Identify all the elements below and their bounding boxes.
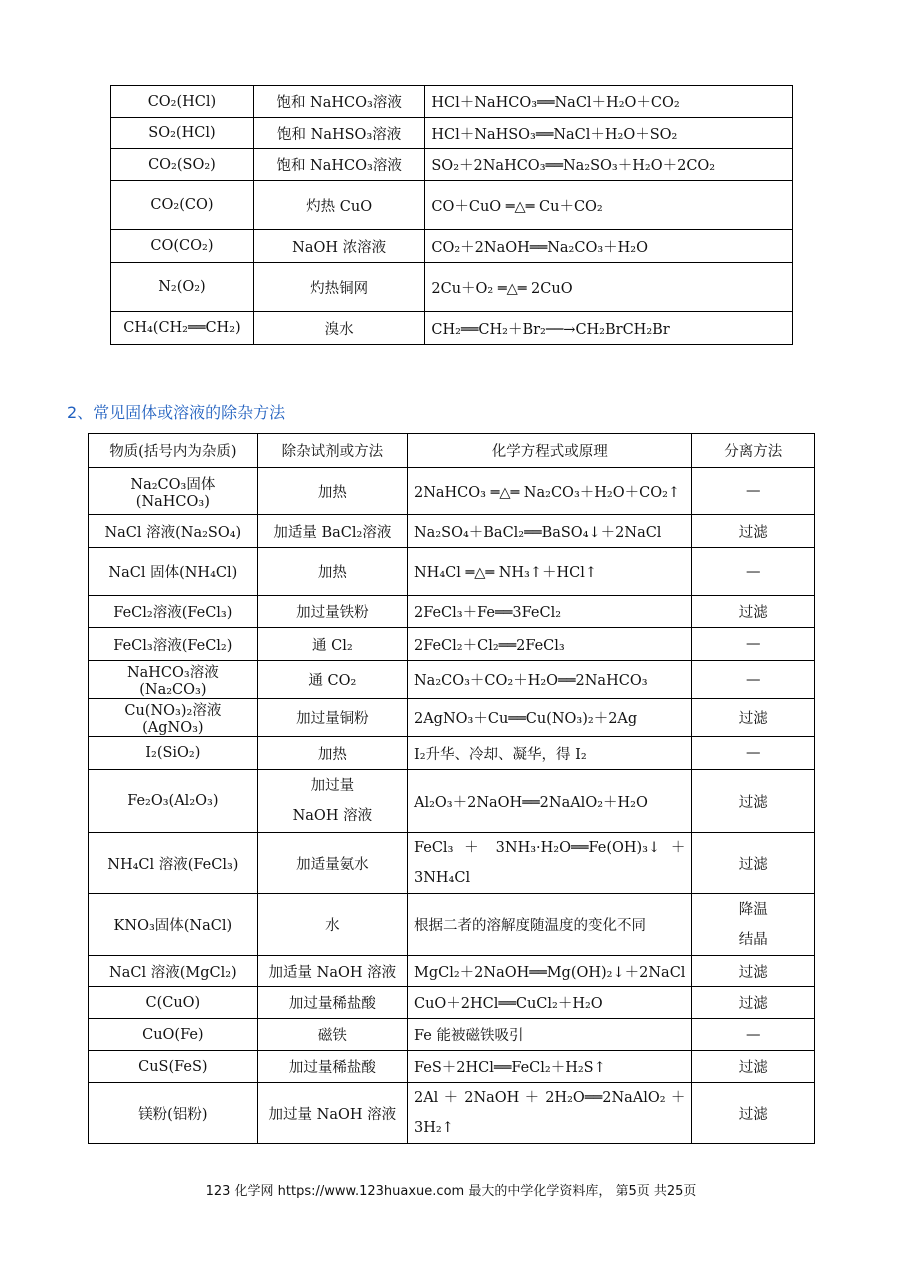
- separation-cell: 过滤: [692, 833, 815, 894]
- reagent-cell: 饱和 NaHCO₃溶液: [253, 149, 424, 181]
- separation-cell: 过滤: [692, 1083, 815, 1144]
- reagent-cell: 加热: [257, 468, 407, 515]
- equation-cell: Na₂SO₄＋BaCl₂══BaSO₄↓＋2NaCl: [407, 515, 691, 548]
- reagent-cell: 加过量稀盐酸: [257, 987, 407, 1019]
- table-row: [89, 628, 815, 661]
- table-row: [89, 515, 815, 548]
- substance-cell: NaHCO₃溶液(Na₂CO₃): [89, 661, 258, 699]
- reagent-cell: 加过量稀盐酸: [257, 1051, 407, 1083]
- table-row: [89, 661, 815, 699]
- table-row: [111, 181, 793, 230]
- equation-cell: MgCl₂＋2NaOH══Mg(OH)₂↓＋2NaCl: [407, 956, 691, 987]
- table-header-row: [89, 434, 815, 468]
- separation-cell: —: [692, 737, 815, 770]
- page-footer: 123 化学网 https://www.123huaxue.com 最大的中学化学资料库， 第5页 共25页: [205, 1184, 697, 1199]
- header-substance: 物质(括号内为杂质): [89, 434, 258, 468]
- table-row: [89, 548, 815, 596]
- separation-cell: 过滤: [692, 987, 815, 1019]
- equation-cell: 2FeCl₂＋Cl₂══2FeCl₃: [407, 628, 691, 661]
- reagent-cell: 加热: [257, 548, 407, 596]
- table-row: [111, 263, 793, 312]
- substance-cell: CO₂(CO): [111, 181, 254, 230]
- reagent-cell: 灼热铜网: [253, 263, 424, 312]
- separation-cell: —: [692, 628, 815, 661]
- table-row: [89, 699, 815, 737]
- equation-cell: 2Cu＋O₂ ═△═ 2CuO: [425, 263, 793, 312]
- equation-cell: FeCl₃ ＋ 3NH₃·H₂O══Fe(OH)₃↓ ＋ 3NH₄Cl: [407, 833, 691, 894]
- substance-cell: FeCl₂溶液(FeCl₃): [89, 596, 258, 628]
- substance-cell: Na₂CO₃固体(NaHCO₃): [89, 468, 258, 515]
- equation-cell: I₂升华、冷却、凝华，得 I₂: [407, 737, 691, 770]
- table-row: [89, 956, 815, 987]
- substance-cell: N₂(O₂): [111, 263, 254, 312]
- substance-cell: C(CuO): [89, 987, 258, 1019]
- table-row: [89, 833, 815, 894]
- reagent-cell: NaOH 浓溶液: [253, 230, 424, 263]
- separation-cell: —: [692, 468, 815, 515]
- header-separation: 分离方法: [692, 434, 815, 468]
- equation-cell: CO＋CuO ═△═ Cu＋CO₂: [425, 181, 793, 230]
- substance-cell: FeCl₃溶液(FeCl₂): [89, 628, 258, 661]
- table-row: [89, 1051, 815, 1083]
- table-row: [89, 468, 815, 515]
- equation-cell: 2AgNO₃＋Cu══Cu(NO₃)₂＋2Ag: [407, 699, 691, 737]
- equation-cell: SO₂＋2NaHCO₃══Na₂SO₃＋H₂O＋2CO₂: [425, 149, 793, 181]
- table-row: [111, 312, 793, 345]
- reagent-cell: 加过量铜粉: [257, 699, 407, 737]
- substance-cell: Fe₂O₃(Al₂O₃): [89, 770, 258, 833]
- reagent-cell: 加适量 BaCl₂溶液: [257, 515, 407, 548]
- reagent-cell: 饱和 NaHCO₃溶液: [253, 86, 424, 118]
- reagent-cell: 加适量氨水: [257, 833, 407, 894]
- table-row: [111, 149, 793, 181]
- section-title: 2、常见固体或溶液的除杂方法: [67, 403, 286, 422]
- substance-cell: 镁粉(铝粉): [89, 1083, 258, 1144]
- separation-cell: 过滤: [692, 956, 815, 987]
- reagent-cell: 加适量 NaOH 溶液: [257, 956, 407, 987]
- separation-cell: 过滤: [692, 515, 815, 548]
- equation-cell: NH₄Cl ═△═ NH₃↑＋HCl↑: [407, 548, 691, 596]
- table-row: [89, 596, 815, 628]
- reagent-cell: 通 CO₂: [257, 661, 407, 699]
- table-row: [111, 86, 793, 118]
- separation-cell: 过滤: [692, 1051, 815, 1083]
- table-row: [111, 118, 793, 149]
- table-row: [89, 987, 815, 1019]
- reagent-cell: 通 Cl₂: [257, 628, 407, 661]
- separation-cell: 过滤: [692, 770, 815, 833]
- table-row: [111, 230, 793, 263]
- reagent-cell: 灼热 CuO: [253, 181, 424, 230]
- substance-cell: NaCl 溶液(Na₂SO₄): [89, 515, 258, 548]
- solid-solution-impurity-table: [88, 433, 815, 1144]
- separation-cell: 过滤: [692, 596, 815, 628]
- header-equation: 化学方程式或原理: [407, 434, 691, 468]
- equation-cell: 2FeCl₃＋Fe══3FeCl₂: [407, 596, 691, 628]
- separation-cell: 降温结晶: [692, 894, 815, 956]
- substance-cell: NaCl 溶液(MgCl₂): [89, 956, 258, 987]
- equation-cell: 根据二者的溶解度随温度的变化不同: [407, 894, 691, 956]
- reagent-cell: 加过量 NaOH 溶液: [257, 770, 407, 833]
- separation-cell: —: [692, 548, 815, 596]
- equation-cell: Fe 能被磁铁吸引: [407, 1019, 691, 1051]
- table-row: [89, 770, 815, 833]
- substance-cell: NaCl 固体(NH₄Cl): [89, 548, 258, 596]
- table-row: [89, 1083, 815, 1144]
- reagent-cell: 溴水: [253, 312, 424, 345]
- equation-cell: FeS＋2HCl══FeCl₂＋H₂S↑: [407, 1051, 691, 1083]
- equation-cell: HCl＋NaHSO₃══NaCl＋H₂O＋SO₂: [425, 118, 793, 149]
- substance-cell: KNO₃固体(NaCl): [89, 894, 258, 956]
- header-reagent: 除杂试剂或方法: [257, 434, 407, 468]
- equation-cell: 2NaHCO₃ ═△═ Na₂CO₃＋H₂O＋CO₂↑: [407, 468, 691, 515]
- equation-cell: 2Al ＋ 2NaOH ＋ 2H₂O══2NaAlO₂ ＋ 3H₂↑: [407, 1083, 691, 1144]
- equation-cell: CuO＋2HCl══CuCl₂＋H₂O: [407, 987, 691, 1019]
- substance-cell: CO₂(SO₂): [111, 149, 254, 181]
- equation-cell: Na₂CO₃＋CO₂＋H₂O══2NaHCO₃: [407, 661, 691, 699]
- reagent-cell: 加热: [257, 737, 407, 770]
- reagent-cell: 加过量铁粉: [257, 596, 407, 628]
- substance-cell: CuO(Fe): [89, 1019, 258, 1051]
- table-row: [89, 1019, 815, 1051]
- substance-cell: CH₄(CH₂══CH₂): [111, 312, 254, 345]
- reagent-cell: 磁铁: [257, 1019, 407, 1051]
- equation-cell: Al₂O₃＋2NaOH══2NaAlO₂＋H₂O: [407, 770, 691, 833]
- separation-cell: 过滤: [692, 699, 815, 737]
- substance-cell: CO(CO₂): [111, 230, 254, 263]
- table-row: [89, 894, 815, 956]
- substance-cell: SO₂(HCl): [111, 118, 254, 149]
- separation-cell: —: [692, 661, 815, 699]
- substance-cell: CuS(FeS): [89, 1051, 258, 1083]
- substance-cell: I₂(SiO₂): [89, 737, 258, 770]
- table-row: [89, 737, 815, 770]
- substance-cell: Cu(NO₃)₂溶液(AgNO₃): [89, 699, 258, 737]
- reagent-cell: 加过量 NaOH 溶液: [257, 1083, 407, 1144]
- gas-impurity-table: [110, 85, 793, 345]
- equation-cell: HCl＋NaHCO₃══NaCl＋H₂O＋CO₂: [425, 86, 793, 118]
- substance-cell: NH₄Cl 溶液(FeCl₃): [89, 833, 258, 894]
- separation-cell: —: [692, 1019, 815, 1051]
- substance-cell: CO₂(HCl): [111, 86, 254, 118]
- reagent-cell: 饱和 NaHSO₃溶液: [253, 118, 424, 149]
- equation-cell: CO₂＋2NaOH══Na₂CO₃＋H₂O: [425, 230, 793, 263]
- reagent-cell: 水: [257, 894, 407, 956]
- equation-cell: CH₂══CH₂＋Br₂──→CH₂BrCH₂Br: [425, 312, 793, 345]
